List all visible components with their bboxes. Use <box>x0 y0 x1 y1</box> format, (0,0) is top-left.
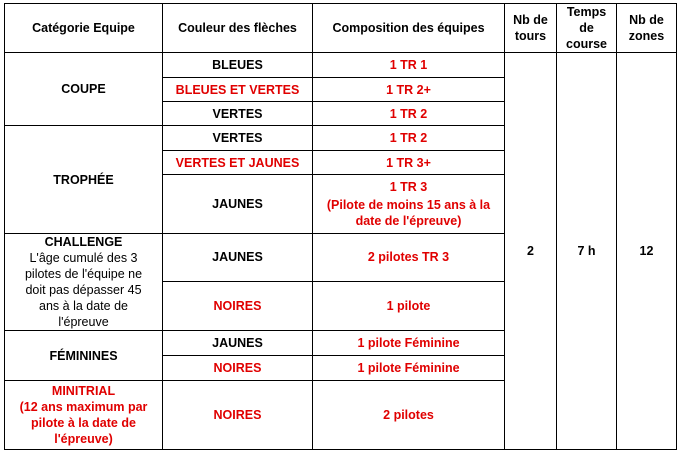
composition-cell: 1 TR 2 <box>313 102 505 126</box>
header-zones <box>617 4 677 53</box>
composition-cell: 1 pilote Féminine <box>313 331 505 356</box>
composition-cell: 1 pilote <box>313 281 505 330</box>
category-note: (12 ans maximum par pilote à la date de l'épreuve) <box>19 400 148 446</box>
couleur-cell: VERTES <box>163 126 313 151</box>
category-challenge <box>5 234 163 331</box>
shared-tours: 2 <box>505 53 557 450</box>
header-categorie: Catégorie Equipe <box>5 4 163 53</box>
composition-note: (Pilote de moins 15 ans à la date de l'épreuve) <box>326 198 491 228</box>
couleur-cell: NOIRES <box>163 356 313 381</box>
category-note: L'âge cumulé des 3 pilotes de l'équipe ne doit pas dépasser 45 ans à la date de l'épreuve <box>24 251 143 329</box>
category-minitrial <box>5 381 163 450</box>
composition-cell: 2 pilotes TR 3 <box>313 234 505 282</box>
couleur-cell: VERTES <box>163 102 313 126</box>
composition-cell: 1 TR 2 <box>313 126 505 151</box>
header-row <box>5 4 677 53</box>
teams-table <box>4 3 677 450</box>
composition-cell <box>313 175 505 234</box>
couleur-cell: BLEUES ET VERTES <box>163 78 313 102</box>
header-temps-line: course <box>566 37 607 51</box>
header-composition: Composition des équipes <box>313 4 505 53</box>
couleur-cell: VERTES ET JAUNES <box>163 151 313 175</box>
header-zones-line: zones <box>628 29 665 43</box>
composition-cell: 2 pilotes <box>313 381 505 450</box>
header-tours-line: Nb de <box>513 13 548 27</box>
composition-cell: 1 pilote Féminine <box>313 356 505 381</box>
header-temps-line: de <box>579 21 594 35</box>
couleur-cell: JAUNES <box>163 234 313 282</box>
composition-cell: 1 TR 2+ <box>313 78 505 102</box>
couleur-cell: NOIRES <box>163 281 313 330</box>
couleur-cell: BLEUES <box>163 53 313 78</box>
table-row <box>5 53 677 78</box>
category-label: MINITRIAL <box>51 384 116 398</box>
category-coupe: COUPE <box>5 53 163 126</box>
couleur-cell: NOIRES <box>163 381 313 450</box>
category-feminines: FÉMININES <box>5 331 163 381</box>
shared-zones: 12 <box>617 53 677 450</box>
header-zones-line: Nb de <box>629 13 664 27</box>
header-temps <box>557 4 617 53</box>
header-tours <box>505 4 557 53</box>
header-couleur: Couleur des flèches <box>163 4 313 53</box>
shared-temps: 7 h <box>557 53 617 450</box>
header-temps-line: Temps <box>566 5 607 19</box>
couleur-cell: JAUNES <box>163 175 313 234</box>
category-label: CHALLENGE <box>44 235 123 249</box>
category-trophee: TROPHÉE <box>5 126 163 234</box>
couleur-cell: JAUNES <box>163 331 313 356</box>
composition-main: 1 TR 3 <box>389 180 428 194</box>
header-tours-line: tours <box>514 29 547 43</box>
composition-cell: 1 TR 3+ <box>313 151 505 175</box>
composition-cell: 1 TR 1 <box>313 53 505 78</box>
